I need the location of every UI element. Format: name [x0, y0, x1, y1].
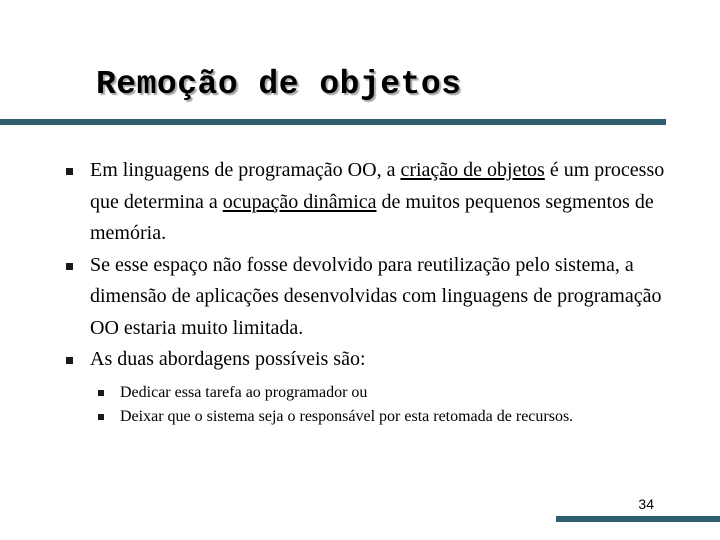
sub-bullet-item-1 [98, 381, 666, 406]
square-bullet-icon [66, 357, 73, 364]
bullet-item-3 [66, 344, 666, 430]
sub-bullet-item-2 [98, 405, 666, 430]
square-bullet-icon [66, 263, 73, 270]
page-number: 34 [638, 496, 654, 512]
sub-bullet-list [90, 381, 666, 430]
title-divider [0, 119, 666, 125]
square-bullet-icon [98, 414, 104, 420]
bullet-list [66, 155, 666, 430]
footer-divider [556, 516, 720, 522]
square-bullet-icon [98, 390, 104, 396]
bullet-text-part: Em linguagens de programação OO, a [90, 159, 401, 181]
sub-bullet-text: Deixar que o sistema seja o responsável por esta retomada de recursos. [120, 408, 574, 425]
slide-content [66, 155, 666, 430]
bullet-item-1 [66, 155, 666, 250]
bullet-text-part: é um processo que determina a [90, 159, 665, 213]
sub-bullet-text: Dedicar essa tarefa ao programador ou [120, 383, 368, 401]
underlined-term-criacao: criação de objetos [400, 159, 545, 181]
bullet-text: As duas abordagens possíveis são: [90, 348, 366, 370]
bullet-item-2 [66, 250, 666, 345]
square-bullet-icon [66, 168, 73, 175]
bullet-text: Se esse espaço não fosse devolvido para reutilização pelo sistema, a dimensão de aplicações desenvolvidas com linguagens de programação OO estaria muito limitada. [90, 253, 662, 339]
slide-title: Remoção de objetos [96, 66, 462, 103]
underlined-term-ocupacao: ocupação dinâmica [222, 190, 377, 213]
bullet-text-part: de muitos pequenos segmentos de memória. [90, 190, 654, 244]
